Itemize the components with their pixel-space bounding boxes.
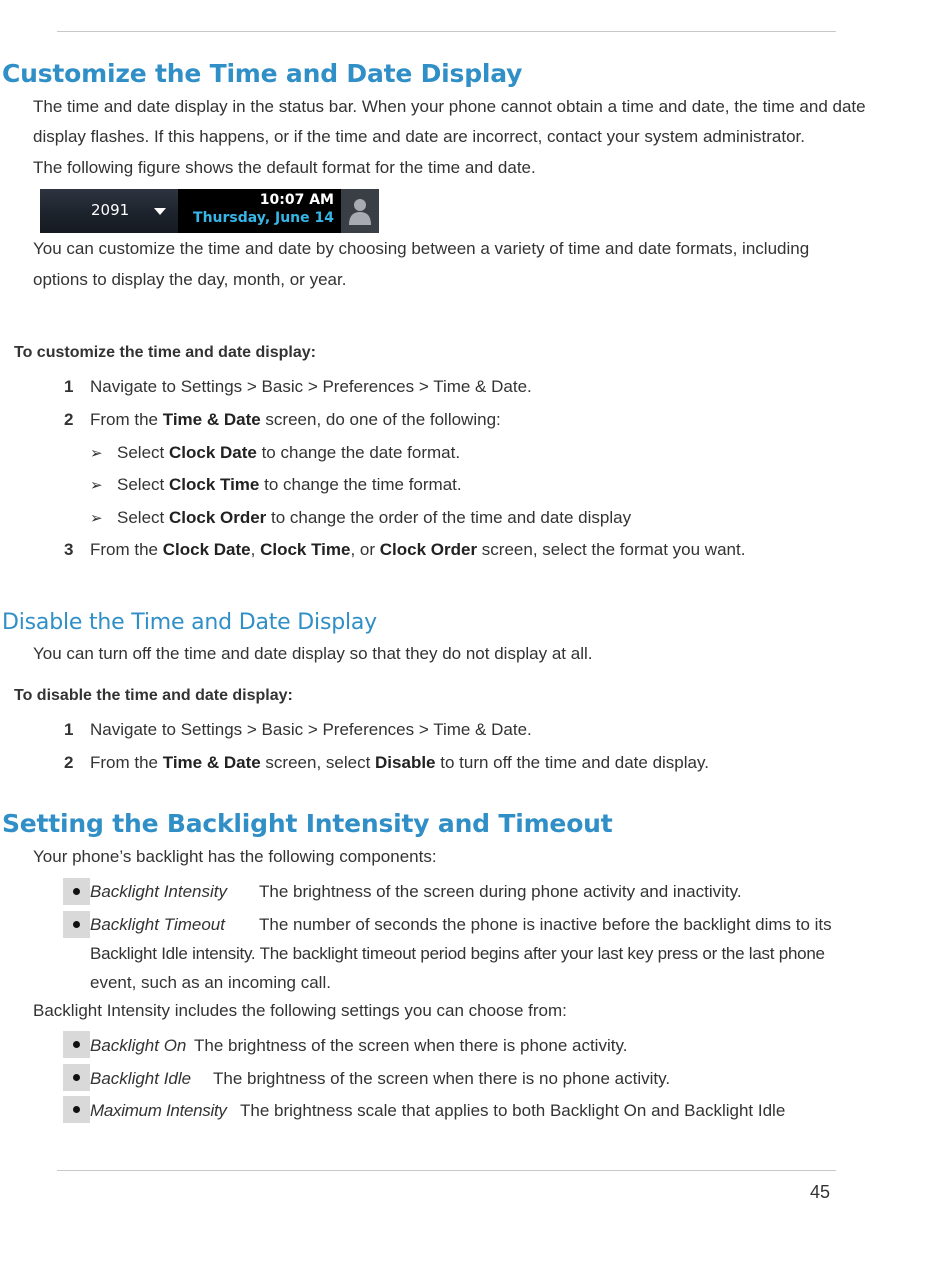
term-label: Maximum Intensity [90, 1101, 227, 1120]
figure-caption: The following figure shows the default format for the time and date. [33, 158, 536, 177]
section-title-customize-time-date: Customize the Time and Date Display [2, 59, 523, 88]
line-selector [40, 189, 178, 233]
procedure-title: To customize the time and date display: [14, 344, 316, 361]
term-label: Backlight Timeout [90, 915, 225, 934]
arrow-bullet-icon: ➢ [90, 445, 103, 462]
paragraph-after-line1: You can customize the time and date by choosing between a variety of time and date formats, including [33, 239, 810, 258]
substep-text: Select Clock Date to change the date format. [117, 443, 461, 462]
substep-text: Select Clock Time to change the time format. [117, 475, 462, 494]
step-text: From the Clock Date, Clock Time, or Clock Order screen, select the format you want. [90, 540, 746, 559]
paragraph-intro-line2: display flashes. If this happens, or if the time and date are incorrect, contact your system administrator. [33, 127, 805, 146]
section-title-disable-time-date: Disable the Time and Date Display [2, 610, 377, 635]
step-text: From the Time & Date screen, do one of the following: [90, 410, 501, 429]
term-label: Backlight On [90, 1036, 187, 1055]
procedure-title: To disable the time and date display: [14, 687, 293, 704]
time-date-area [178, 189, 379, 233]
step-text: From the Time & Date screen, select Disable to turn off the time and date display. [90, 753, 709, 772]
term-label: Backlight Intensity [90, 882, 228, 901]
bullet-icon [63, 911, 90, 938]
arrow-bullet-icon: ➢ [90, 477, 103, 494]
term-description: The number of seconds the phone is inactive before the backlight dims to its [259, 915, 832, 934]
term-description: The brightness of the screen during phone activity and inactivity. [259, 882, 742, 901]
status-date: Thursday, June 14 [193, 210, 334, 226]
step-number: 1 [64, 377, 74, 396]
paragraph-backlight-intro: Your phone’s backlight has the following components: [33, 847, 437, 866]
step-number: 1 [64, 720, 74, 739]
line-number: 2091 [91, 201, 130, 219]
term-label: Backlight Idle [90, 1069, 192, 1088]
term-description: The brightness of the screen when there is phone activity. [194, 1036, 628, 1055]
bullet-icon [63, 1096, 90, 1123]
bullet-icon [63, 878, 90, 905]
paragraph-after-line2: options to display the day, month, or year. [33, 270, 347, 289]
page-number: 45 [810, 1182, 831, 1202]
header-rule [57, 31, 836, 32]
step-text: Navigate to Settings > Basic > Preferences > Time & Date. [90, 720, 532, 739]
term-description: The brightness scale that applies to both Backlight On and Backlight Idle [240, 1101, 786, 1120]
term-description-cont: event, such as an incoming call. [90, 973, 331, 992]
step-number: 2 [64, 753, 74, 772]
paragraph-disable-intro: You can turn off the time and date display so that they do not display at all. [33, 644, 593, 663]
arrow-bullet-icon: ➢ [90, 510, 103, 527]
step-number: 3 [64, 540, 74, 559]
user-silhouette-icon [341, 189, 379, 233]
step-number: 2 [64, 410, 74, 429]
bullet-icon [63, 1031, 90, 1058]
term-description-cont: Backlight Idle intensity. The backlight timeout period begins after your last key press or the last phone [90, 944, 825, 963]
step-text: Navigate to Settings > Basic > Preferences > Time & Date. [90, 377, 532, 396]
status-bar-figure [40, 189, 379, 233]
term-description: The brightness of the screen when there is no phone activity. [213, 1069, 671, 1088]
status-time: 10:07 AM [259, 192, 334, 208]
paragraph-intro-line1: The time and date display in the status bar. When your phone cannot obtain a time and date, the time and date [33, 97, 866, 116]
paragraph-settings-intro: Backlight Intensity includes the following settings you can choose from: [33, 1001, 567, 1020]
footer-rule [57, 1170, 836, 1171]
substep-text: Select Clock Order to change the order of the time and date display [117, 508, 632, 527]
bullet-icon [63, 1064, 90, 1091]
section-title-backlight: Setting the Backlight Intensity and Timeout [2, 809, 613, 838]
caret-down-icon [154, 208, 166, 215]
